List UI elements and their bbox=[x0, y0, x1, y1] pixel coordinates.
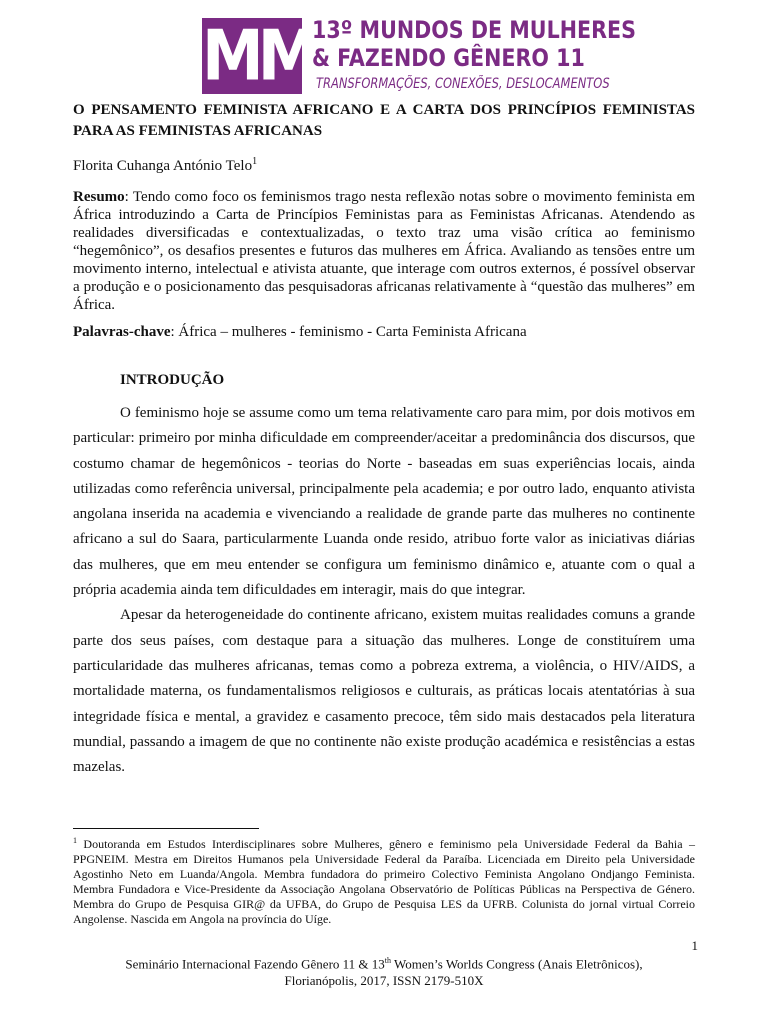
abstract bbox=[73, 188, 695, 314]
footer-seminar: Seminário Internacional Fazendo Gênero 11 & 13 bbox=[125, 956, 385, 972]
paragraph: O feminismo hoje se assume como um tema relativamente caro para mim, por dois motivos em particular: primeiro por minha dificuldade em compreender/aceitar a predominância dos discursos, que costumo chamar de hegemônicos - teorias do Norte - baseadas em suas experiências locais, ainda utilizadas como referência universal, principalmente pela academia; e por outro lado, enquanto ativista angolana inserida na academia e vivenciando a realidade de grande parte das mulheres no continente africano a sul do Saara, particularmente Luanda onde resido, atribuo forte valor as iniciativas diárias das mulheres, que em meu entender se configura um feminismo dinâmico e, atuante com o qual a própria academia ainda tem dificuldades em interagir, mais do que integrar. bbox=[73, 405, 695, 599]
conference-logo bbox=[202, 14, 314, 97]
footer-line2: Florianópolis, 2017, ISSN 2179-510X bbox=[284, 973, 484, 989]
page-number: 1 bbox=[691, 938, 698, 953]
event-title-line1: 13º MUNDOS DE MULHERES bbox=[312, 16, 636, 44]
author-line bbox=[73, 152, 695, 176]
footnote-text: Doutoranda em Estudos Interdisciplinares sobre Mulheres, gênero e feminismo pela Universidade Federal da Bahia – PPGNEIM. Mestra em Direitos Humanos pela Universidade Federal da Paraíba. Licenciada em Direito pela Universidade Agostinho Neto em Luanda/Angola. Membra fundadora do primeiro Colectivo Feminista Angolano Ondjango Feminista. Membra Fundadora e Vice-Presidente da Associação Angolana Observatório de Políticas Públicas na Perspectiva de Género. Membra do Grupo de Pesquisa GIR@ da UFBA, do Grupo de Pesquisa LES da UFRB. Colunista do jornal virtual Correio Angolense. Nascida em Angola na província do Uíge. bbox=[73, 837, 695, 926]
keywords bbox=[73, 322, 695, 342]
section-heading: INTRODUÇÃO bbox=[120, 372, 225, 388]
footnote-mark: 1 bbox=[73, 836, 77, 845]
conference-header bbox=[0, 14, 768, 98]
logo-mark: MM bbox=[202, 14, 314, 97]
keywords-label: Palavras-chave bbox=[73, 324, 171, 340]
event-title-line2: & FAZENDO GÊNERO 11 bbox=[312, 44, 585, 72]
body-text bbox=[73, 401, 695, 780]
keywords-text: : África – mulheres - feminismo - Carta Feminista Africana bbox=[170, 324, 527, 340]
footnote-divider bbox=[73, 828, 259, 829]
paper-title: O PENSAMENTO FEMINISTA AFRICANO E A CARTA DOS PRINCÍPIOS FEMINISTAS PARA AS FEMINISTAS AFRICANAS bbox=[73, 102, 695, 139]
footer-line1 bbox=[60, 952, 708, 972]
event-tagline: TRANSFORMAÇÕES, CONEXÕES, DESLOCAMENTOS bbox=[316, 76, 610, 92]
author-name: Florita Cuhanga António Telo bbox=[73, 158, 253, 174]
author-footnote-ref[interactable]: 1 bbox=[252, 156, 258, 167]
page-footer bbox=[60, 952, 708, 989]
footer-congress: Women’s Worlds Congress (Anais Eletrônicos), bbox=[391, 956, 643, 972]
paragraph: Apesar da heterogeneidade do continente africano, existem muitas realidades comuns a grande parte dos seus países, com destaque para a situação das mulheres. Longe de constituírem uma particularidade das mulheres africanas, temas como a pobreza extrema, a violência, o HIV/AIDS, a mortalidade materna, os fundamentalismos religiosos e culturais, as práticas locais atentatórias à sua integridade física e mental, a gravidez e casamento precoce, têm sido mais destacados pela literatura mundial, passando a imagem de que no continente não existe produção académica e resistências a estas mazelas. bbox=[73, 607, 695, 776]
footnote bbox=[73, 833, 695, 927]
abstract-text: : Tendo como foco os feminismos trago nesta reflexão notas sobre o movimento feminista em África introduzindo a Carta de Princípios Feministas para as Feministas Africanas. Atendendo as realidades diversificadas e contextualizadas, o texto traz uma visão crítica ao feminismo “hegemônico”, os desafios presentes e futuros das mulheres em África. Avaliando as tensões entre um movimento interno, intelectual e ativista atuante, que interage com outros externos, é possível observar a produção e o posicionamento das pesquisadoras africanas relativamente à “questão das mulheres” em África. bbox=[73, 189, 695, 313]
abstract-label: Resumo bbox=[73, 189, 125, 205]
footer-ordinal: th bbox=[384, 956, 392, 965]
